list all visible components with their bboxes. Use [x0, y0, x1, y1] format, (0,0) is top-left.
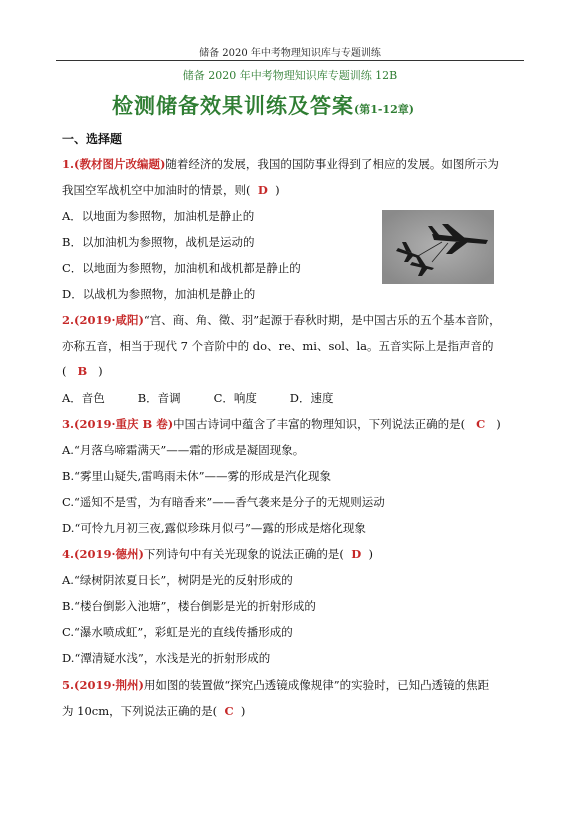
question-2-stem	[62, 312, 501, 328]
question-4-option-d: D.“潭清疑水浅”，水浅是光的折射形成的	[62, 651, 271, 665]
question-3-option-b: B.“雾里山疑失,雷鸣雨未休”——雾的形成是汽化现象	[62, 469, 332, 483]
question-number: 3.	[62, 417, 75, 431]
header-divider	[56, 60, 524, 61]
question-5-stem	[62, 677, 489, 693]
question-number: 5.	[62, 678, 75, 692]
question-source: (教材图片改编题)	[74, 157, 166, 171]
answer-letter: C	[224, 704, 234, 718]
refueling-aircraft-image	[382, 210, 494, 284]
question-3-stem	[62, 416, 501, 432]
question-number: 1.	[62, 157, 75, 171]
question-1-option-a: A．以地面为参照物，加油机是静止的	[62, 209, 255, 223]
question-2-option-d: D．速度	[289, 391, 334, 405]
page-subtitle: 储备 2020 年中考物理知识库专题训练 12B	[182, 69, 398, 82]
question-text: 随着经济的发展，我国的国防事业得到了相应的发展。如图所示为	[165, 157, 499, 171]
question-text: 为 10cm，下列说法正确的是(	[62, 704, 218, 718]
question-text: )	[275, 183, 280, 197]
question-4-option-a: A.“绿树阴浓夏日长”，树阴是光的反射形成的	[62, 573, 293, 587]
question-2-option-a: A．音色	[62, 391, 105, 405]
question-4-stem	[62, 546, 373, 562]
question-source: (2019·德州)	[74, 547, 144, 561]
question-4-option-b: B.“楼台倒影入池塘”，楼台倒影是光的折射形成的	[62, 599, 316, 613]
question-text: )	[368, 547, 374, 561]
title-chapters: (第1-12章)	[354, 103, 414, 116]
question-2-options	[62, 390, 334, 406]
question-text: 中国古诗词中蕴含了丰富的物理知识，下列说法正确的是(	[173, 417, 466, 431]
question-source: (2019·荆州)	[74, 678, 144, 692]
question-text: )	[240, 704, 246, 718]
answer-letter: D	[257, 183, 268, 197]
question-1-stem	[62, 156, 499, 172]
question-text: 我国空军战机空中加油时的情景，则(	[62, 183, 251, 197]
question-number: 2.	[62, 313, 75, 327]
question-2-option-b: B．音调	[137, 391, 181, 405]
question-source: (2019·咸阳)	[74, 313, 144, 327]
answer-letter: B	[77, 364, 88, 378]
question-1-option-b: B．以加油机为参照物，战机是运动的	[62, 235, 255, 249]
question-3-option-a: A.“月落乌啼霜满天”——霜的形成是凝固现象。	[62, 443, 305, 457]
question-text: 用如图的装置做“探究凸透镜成像规律”的实验时，已知凸透镜的焦距	[143, 678, 490, 692]
question-1-stem-cont	[62, 182, 280, 198]
question-3-option-c: C.“遥知不是雪，为有暗香来”——香气袭来是分子的无规则运动	[62, 495, 385, 509]
page-header: 储备 2020 年中考物理知识库与专题训练	[199, 48, 381, 59]
question-4-option-c: C.“瀑水喷成虹”，彩虹是光的直线传播形成的	[62, 625, 293, 639]
page-title	[112, 90, 414, 120]
question-number: 4.	[62, 547, 75, 561]
question-text: “宫、商、角、徵、羽”起源于春秋时期，是中国古乐的五个基本音阶，	[143, 313, 501, 327]
question-3-option-d: D.“可怜九月初三夜,露似珍珠月似弓”—露的形成是熔化现象	[62, 521, 366, 535]
question-2-stem-cont2	[62, 364, 103, 378]
question-1-option-c: C．以地面为参照物，加油机和战机都是静止的	[62, 261, 301, 275]
question-text: )	[98, 364, 103, 378]
question-text: 下列诗句中有关光现象的说法正确的是(	[143, 547, 344, 561]
question-1-option-d: D．以战机为参照物，加油机是静止的	[62, 287, 256, 301]
section-heading: 一、选择题	[62, 132, 123, 146]
question-5-stem-cont	[62, 703, 245, 719]
question-2-stem-cont: 亦称五音，相当于现代 7 个音阶中的 do、re、mi、sol、la。五音实际上是指声音的	[62, 339, 494, 353]
answer-letter: C	[476, 417, 486, 431]
question-text: (	[62, 364, 67, 378]
answer-letter: D	[351, 547, 362, 561]
title-main: 检测储备效果训练及答案	[112, 93, 354, 118]
question-2-option-c: C．响度	[213, 391, 257, 405]
question-source: (2019·重庆 B 卷)	[74, 417, 174, 431]
question-text: )	[496, 417, 501, 431]
